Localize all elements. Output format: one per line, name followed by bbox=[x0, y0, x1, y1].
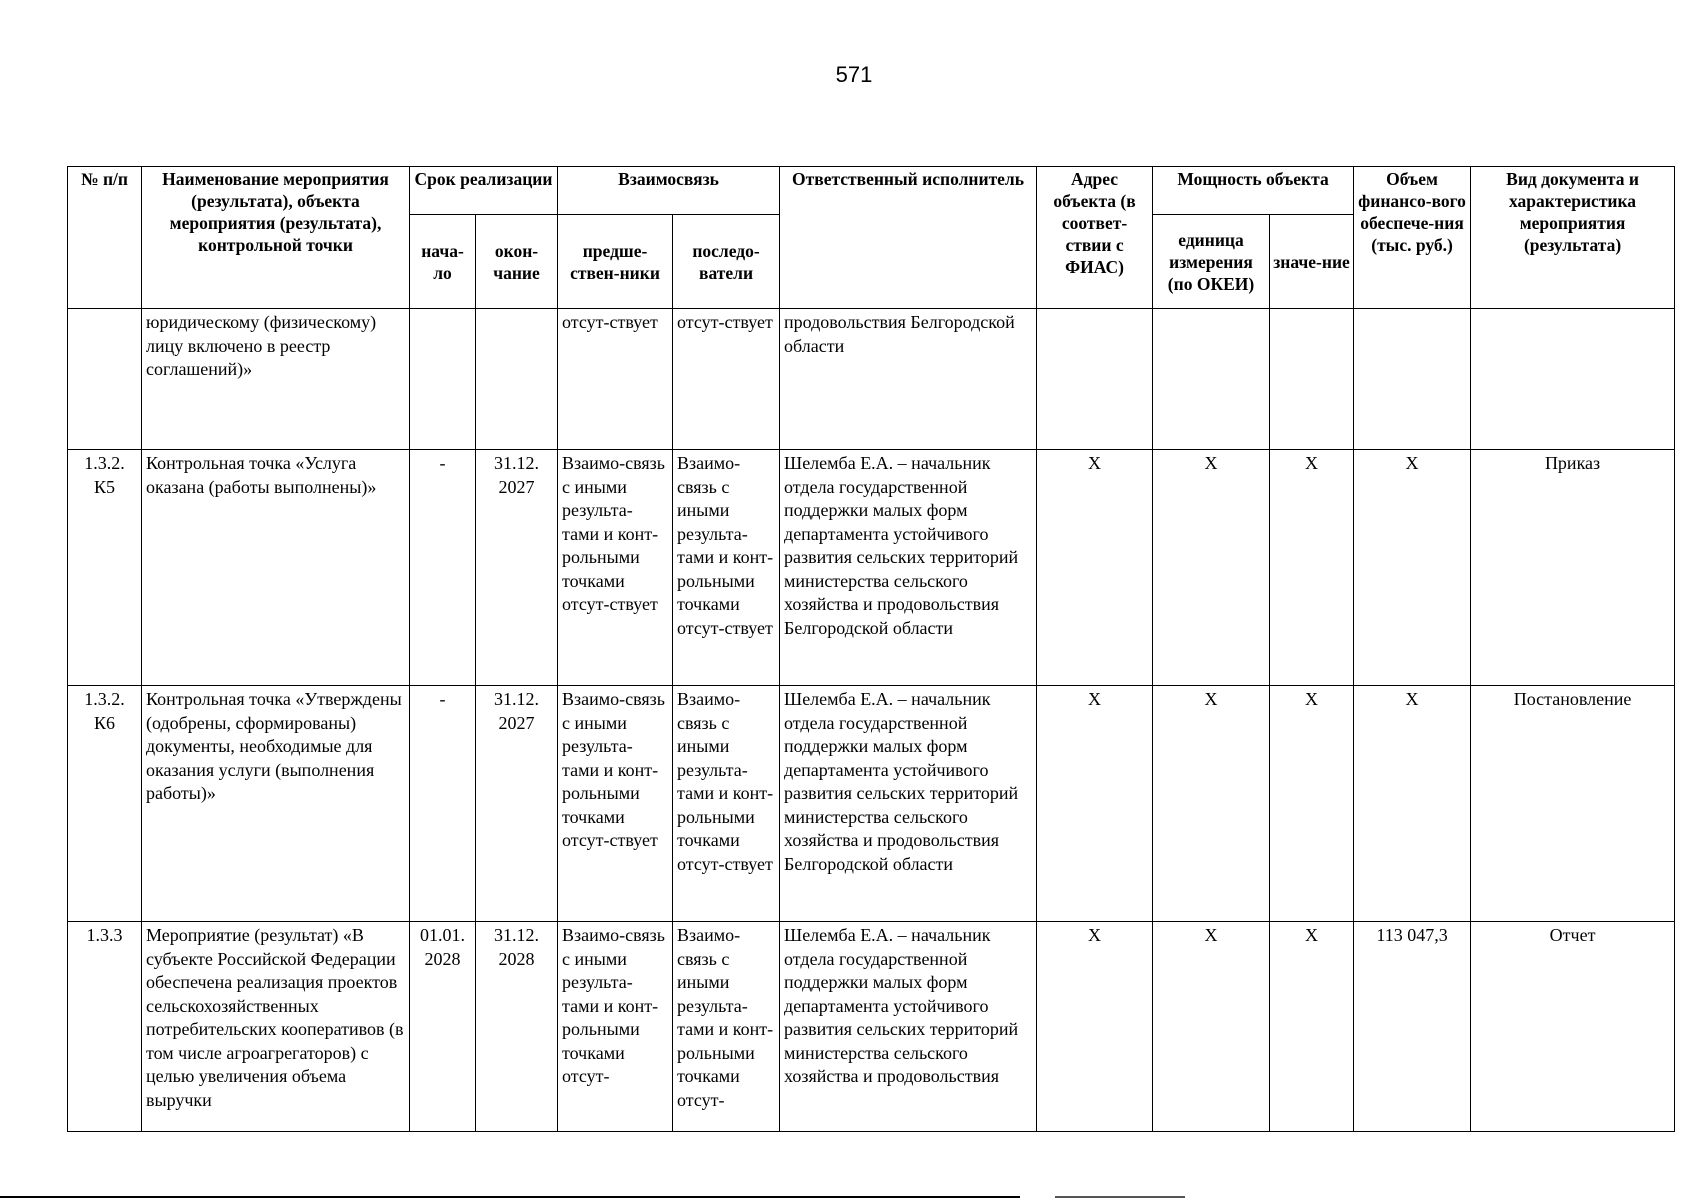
header-name: Наименование мероприятия (результата), объекта мероприятия (результата), контрольной точки bbox=[142, 167, 410, 309]
cell-address: X bbox=[1037, 922, 1153, 1132]
cell-name: Контрольная точка «Утверждены (одобрены, сформированы) документы, необходимые для оказания услуги (выполнения работы)» bbox=[142, 686, 410, 922]
table-row bbox=[68, 686, 1675, 922]
cell-responsible: продовольствия Белгородской области bbox=[780, 309, 1037, 450]
cell-num: 1.3.2. К5 bbox=[68, 450, 142, 686]
bottom-rule bbox=[0, 1196, 1020, 1198]
cell-next: Взаимо-связь с иными результа-тами и конт-рольными точками отсут- bbox=[673, 922, 780, 1132]
cell-num: 1.3.2. К6 bbox=[68, 686, 142, 922]
cell-next: Взаимо-связь с иными результа-тами и конт-рольными точками отсут-ствует bbox=[673, 686, 780, 922]
cell-next: Взаимо-связь с иными результа-тами и конт-рольными точками отсут-ствует bbox=[673, 450, 780, 686]
cell-num: 1.3.3 bbox=[68, 922, 142, 1132]
cell-finance bbox=[1354, 309, 1471, 450]
cell-unit bbox=[1153, 309, 1270, 450]
header-num: № п/п bbox=[68, 167, 142, 309]
cell-prev: Взаимо-связь с иными результа-тами и конт-рольными точками отсут-ствует bbox=[558, 450, 673, 686]
cell-start: 01.01. 2028 bbox=[410, 922, 476, 1132]
header-term-end: окон-чание bbox=[476, 215, 558, 309]
header-term-start: нача-ло bbox=[410, 215, 476, 309]
cell-value: X bbox=[1270, 686, 1354, 922]
cell-name: Контрольная точка «Услуга оказана (работы выполнены)» bbox=[142, 450, 410, 686]
cell-finance: X bbox=[1354, 450, 1471, 686]
page-number: 571 bbox=[835, 62, 873, 87]
cell-next: отсут-ствует bbox=[673, 309, 780, 450]
cell-value: X bbox=[1270, 450, 1354, 686]
cell-end bbox=[476, 309, 558, 450]
header-address: Адрес объекта (в соответ-ствии с ФИАС) bbox=[1037, 167, 1153, 309]
header-link-next: последо-ватели bbox=[673, 215, 780, 309]
table-row bbox=[68, 922, 1675, 1132]
cell-start: - bbox=[410, 450, 476, 686]
cell-value: X bbox=[1270, 922, 1354, 1132]
table-row bbox=[68, 450, 1675, 686]
cell-finance: X bbox=[1354, 686, 1471, 922]
cell-unit: X bbox=[1153, 450, 1270, 686]
cell-start: - bbox=[410, 686, 476, 922]
cell-address: X bbox=[1037, 686, 1153, 922]
cell-name: юридическому (физическому) лицу включено в реестр соглашений)» bbox=[142, 309, 410, 450]
cell-prev: Взаимо-связь с иными результа-тами и конт-рольными точками отсут-ствует bbox=[558, 686, 673, 922]
cell-prev: Взаимо-связь с иными результа-тами и конт-рольными точками отсут- bbox=[558, 922, 673, 1132]
activity-plan-table bbox=[67, 166, 1675, 1132]
cell-start bbox=[410, 309, 476, 450]
table-header bbox=[68, 167, 1675, 309]
header-capacity: Мощность объекта bbox=[1153, 167, 1354, 215]
cell-finance: 113 047,3 bbox=[1354, 922, 1471, 1132]
cell-doc: Постановление bbox=[1471, 686, 1675, 922]
header-responsible: Ответственный исполнитель bbox=[780, 167, 1037, 309]
header-capacity-value: значе-ние bbox=[1270, 215, 1354, 309]
header-capacity-unit: единица измерения (по ОКЕИ) bbox=[1153, 215, 1270, 309]
cell-address bbox=[1037, 309, 1153, 450]
cell-end: 31.12. 2027 bbox=[476, 686, 558, 922]
cell-unit: X bbox=[1153, 686, 1270, 922]
table-row bbox=[68, 309, 1675, 450]
cell-name: Мероприятие (результат) «В субъекте Российской Федерации обеспечена реализация проектов сельскохозяйственных потребительских кооперативов (в том числе агроагрегаторов) с целью увеличения объема выручки bbox=[142, 922, 410, 1132]
bottom-rule-fragment bbox=[1055, 1196, 1185, 1198]
header-link: Взаимосвязь bbox=[558, 167, 780, 215]
header-link-prev: предше-ствен-ники bbox=[558, 215, 673, 309]
cell-doc: Приказ bbox=[1471, 450, 1675, 686]
header-finance: Объем финансо-вого обеспече-ния (тыс. руб.) bbox=[1354, 167, 1471, 309]
cell-address: X bbox=[1037, 450, 1153, 686]
cell-responsible: Шелемба Е.А. – начальник отдела государственной поддержки малых форм департамента устойчивого развития сельских территорий министерства сельского хозяйства и продовольствия bbox=[780, 922, 1037, 1132]
cell-doc bbox=[1471, 309, 1675, 450]
cell-unit: X bbox=[1153, 922, 1270, 1132]
cell-end: 31.12. 2028 bbox=[476, 922, 558, 1132]
header-doc: Вид документа и характеристика мероприятия (результата) bbox=[1471, 167, 1675, 309]
cell-doc: Отчет bbox=[1471, 922, 1675, 1132]
cell-prev: отсут-ствует bbox=[558, 309, 673, 450]
header-term: Срок реализации bbox=[410, 167, 558, 215]
cell-end: 31.12. 2027 bbox=[476, 450, 558, 686]
cell-value bbox=[1270, 309, 1354, 450]
cell-responsible: Шелемба Е.А. – начальник отдела государственной поддержки малых форм департамента устойчивого развития сельских территорий министерства сельского хозяйства и продовольствия Белгородской области bbox=[780, 450, 1037, 686]
cell-responsible: Шелемба Е.А. – начальник отдела государственной поддержки малых форм департамента устойчивого развития сельских территорий министерства сельского хозяйства и продовольствия Белгородской области bbox=[780, 686, 1037, 922]
cell-num bbox=[68, 309, 142, 450]
